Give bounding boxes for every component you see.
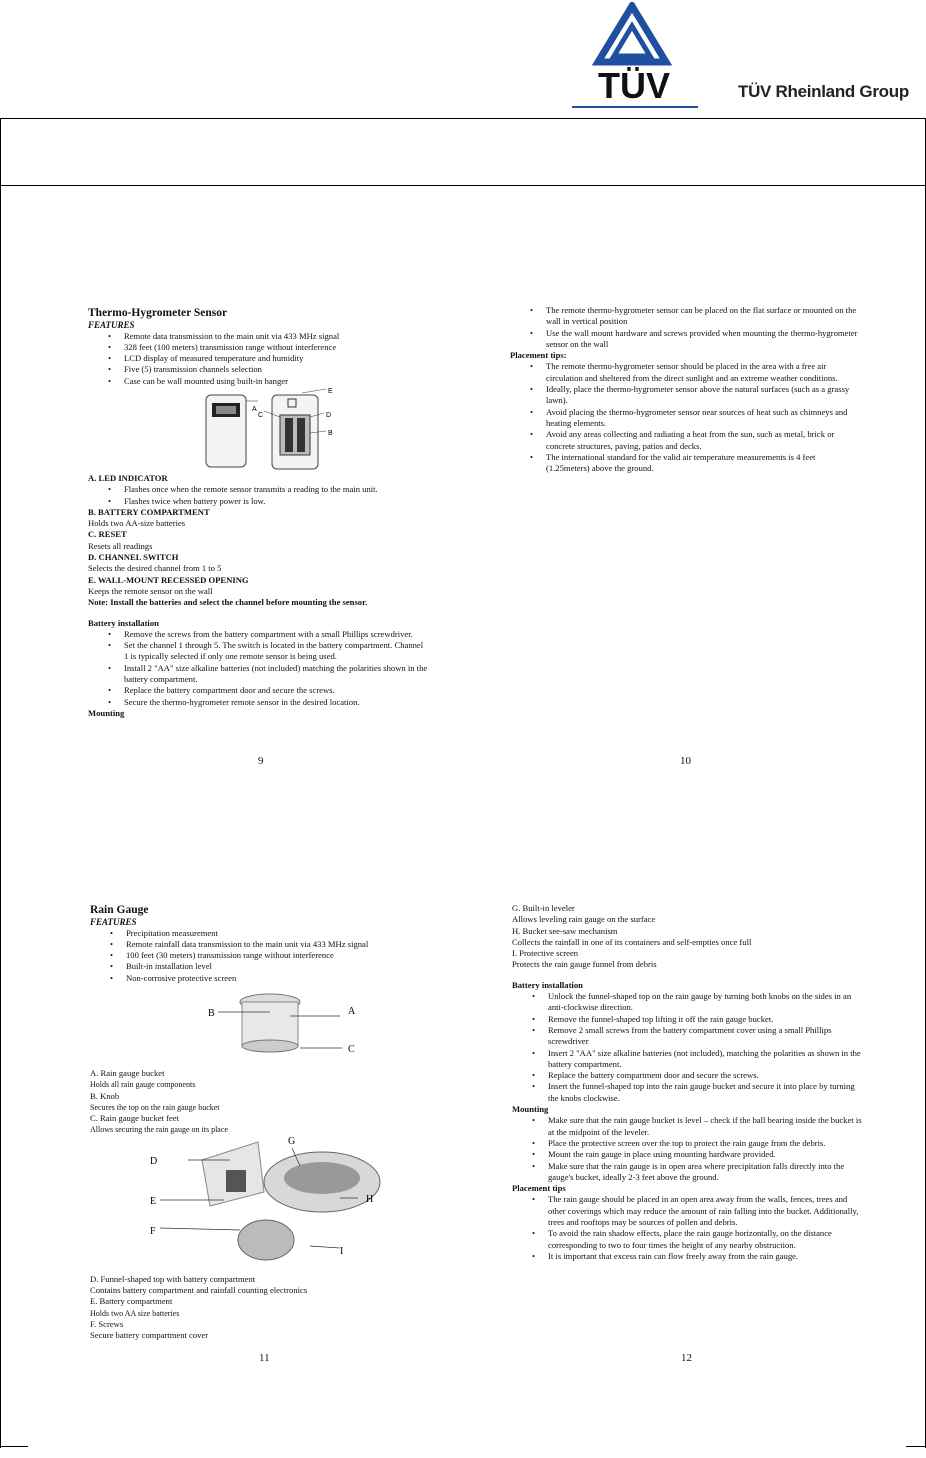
features-list [88, 331, 428, 387]
list-item: • Insert 2 "AA" size alkaline batteries (not included), matching the polarities as shown in the battery compartment. [512, 1048, 862, 1071]
diagram-label: A [252, 405, 257, 413]
list-item: • LCD display of measured temperature and humidity [88, 353, 428, 364]
item-label: B. Knob [90, 1090, 120, 1101]
frame-line [906, 1446, 926, 1447]
item-text: Collects the rainfall in one of its containers and self-empties once full [512, 936, 752, 947]
item-text: Contains battery compartment and rainfall counting electronics [90, 1285, 308, 1296]
diagram-label: I [340, 1245, 344, 1257]
item-text: Holds all rain gauge components [90, 1080, 196, 1090]
list-item: • 328 feet (100 meters) transmission range without interference [88, 342, 428, 353]
battery-list [88, 629, 428, 708]
list-item: • The remote thermo-hygrometer sensor can be placed on the flat surface or mounted on the wall in vertical position [510, 305, 860, 328]
logo-text: TÜV [598, 65, 670, 106]
frame-line [0, 1446, 28, 1447]
diagram-label: B [208, 1007, 215, 1019]
led-list [88, 484, 428, 507]
page-number: 12 [681, 1352, 692, 1364]
item-label: I. Protective screen [512, 948, 579, 959]
item-label: E. WALL-MOUNT RECESSED OPENING [88, 574, 249, 585]
item-text: Secure battery compartment cover [90, 1330, 209, 1341]
list-item: • The international standard for the valid air temperature measurements is 4 feet (1.25meters) above the ground. [510, 452, 860, 475]
item-label: H. Bucket see-saw mechanism [512, 925, 618, 936]
list-item: • Ideally, place the thermo-hygrometer sensor above the natural surfaces (such as a grassy lawn). [510, 384, 860, 407]
brand-name: TÜV Rheinland Group [738, 82, 909, 101]
mounting-list [512, 1115, 862, 1183]
list-item: • Built-in installation level [90, 961, 430, 972]
diagram-label: E [328, 387, 333, 395]
page-11 [90, 903, 430, 1342]
section-label: Placement tips: [510, 350, 567, 361]
page-number: 11 [259, 1352, 270, 1364]
placement-list [512, 1194, 862, 1262]
item-label: F. Screws [90, 1318, 124, 1329]
item-label: G. Built-in leveler [512, 903, 575, 913]
list-item: • Replace the battery compartment door and secure the screws. [88, 685, 428, 696]
item-text: Allows leveling rain gauge on the surface [512, 914, 656, 925]
list-item: • Make sure that the rain gauge bucket is level – check if the ball bearing inside the bucket is at the midpoint of the leveler. [512, 1115, 862, 1138]
section-title: Thermo-Hygrometer Sensor [88, 307, 228, 319]
section-label: Battery installation [512, 979, 583, 990]
item-text: Protects the rain gauge funnel from debris [512, 959, 657, 970]
item-label: C. Rain gauge bucket feet [90, 1113, 180, 1124]
diagram-label: C [348, 1043, 355, 1055]
diagram-label: F [150, 1225, 156, 1237]
list-item: • The rain gauge should be placed in an open area away from the walls, fences, trees and other coverings which may reduce the amount of rain falling into the bucket. Additionally, trees and rooftops may be sources of pollen and debris. [512, 1194, 862, 1228]
item-label: A. Rain gauge bucket [90, 1067, 165, 1078]
page-number: 10 [680, 755, 691, 767]
list-item: • Use the wall mount hardware and screws provided when mounting the thermo-hygrometer sensor on the wall [510, 328, 860, 351]
page-12 [512, 903, 862, 1262]
page-number: 9 [258, 755, 264, 767]
section-title: Rain Gauge [90, 904, 149, 916]
features-label: FEATURES [88, 320, 135, 330]
diagram-label: B [328, 429, 333, 437]
list-item: • The remote thermo-hygrometer sensor should be placed in the area with a free air circulation and sheltered from the direct sunlight and an extreme weather conditions. [510, 361, 860, 384]
list-item: • Set the channel 1 through 5. The switch is located in the battery compartment. Channel 1 is typically selected if only one remote sensor is being used. [88, 640, 428, 663]
list-item: • Precipitation measurement [90, 928, 430, 939]
list-item: • 100 feet (30 meters) transmission range without interference [90, 950, 430, 961]
sensor-diagram [88, 387, 428, 473]
list-item: • Non-corrosive protective screen [90, 973, 430, 984]
diagram-label: A [348, 1005, 356, 1017]
list-item: • Remove the funnel-shaped top lifting it off the rain gauge bucket. [512, 1014, 862, 1025]
rain-gauge-diagram [90, 984, 430, 1068]
list-item: • Secure the thermo-hygrometer remote sensor in the desired location. [88, 697, 428, 708]
item-text: Holds two AA-size batteries [88, 518, 186, 529]
item-text: Secures the top on the rain gauge bucket [90, 1102, 220, 1112]
list-item: • Case can be wall mounted using built-in hanger [88, 376, 428, 387]
list-item: • Remote data transmission to the main unit via 433 MHz signal [88, 331, 428, 342]
frame-line [0, 185, 926, 186]
list-item: • Place the protective screen over the top to protect the rain gauge from the debris. [512, 1138, 862, 1149]
section-label: Battery installation [88, 617, 159, 628]
item-text: Selects the desired channel from 1 to 5 [88, 563, 222, 574]
list-item: • Make sure that the rain gauge is in open area where precipitation falls directly into the gauge's bucket, ideally 2-3 feet above the ground. [512, 1161, 862, 1184]
features-label: FEATURES [90, 917, 137, 927]
item-label: C. RESET [88, 529, 127, 540]
rain-gauge-parts-diagram [90, 1136, 430, 1274]
frame-line [0, 118, 1, 1448]
list-item: • Flashes once when the remote sensor transmits a reading to the main unit. [88, 484, 428, 495]
diagram-label: G [288, 1135, 296, 1147]
tuv-triangle-icon [570, 2, 700, 112]
list-item: • Remote rainfall data transmission to the main unit via 433 MHz signal [90, 939, 430, 950]
list-item: • Avoid placing the thermo-hygrometer sensor near sources of heat such as chimneys and heating elements. [510, 407, 860, 430]
item-label: B. BATTERY COMPARTMENT [88, 506, 210, 517]
item-text: Resets all readings [88, 540, 153, 551]
note: Note: Install the batteries and select the channel before mounting the sensor. [88, 597, 368, 608]
tuv-logo [570, 2, 700, 112]
sensor-illustration-icon [88, 387, 428, 473]
section-label: Mounting [88, 707, 125, 718]
mount-list [510, 305, 860, 350]
item-label: D. Funnel-shaped top with battery compartment [90, 1273, 256, 1284]
rain-gauge-illustration-icon [90, 984, 430, 1068]
list-item: • Remove the screws from the battery compartment with a small Phillips screwdriver. [88, 629, 428, 640]
diagram-label: D [150, 1155, 158, 1167]
item-label: A. LED INDICATOR [88, 472, 168, 483]
diagram-label: H [366, 1193, 374, 1205]
list-item: • Flashes twice when battery power is low. [88, 496, 428, 507]
placement-list [510, 361, 860, 474]
item-text: Holds two AA size batteries [90, 1308, 180, 1318]
diagram-label: E [150, 1195, 157, 1207]
diagram-label: C [258, 411, 264, 419]
list-item: • Five (5) transmission channels selection [88, 364, 428, 375]
section-label: Mounting [512, 1104, 549, 1115]
list-item: • It is important that excess rain can flow freely away from the rain gauge. [512, 1251, 862, 1262]
item-text: Keeps the remote sensor on the wall [88, 585, 213, 596]
list-item: • Unlock the funnel-shaped top on the rain gauge by turning both knobs on the sides in an anti-clockwise direction. [512, 991, 862, 1014]
item-label: D. CHANNEL SWITCH [88, 552, 179, 563]
diagram-label: D [326, 411, 332, 419]
rain-gauge-parts-icon [90, 1136, 430, 1274]
page-9 [88, 306, 428, 719]
list-item: • Replace the battery compartment door and secure the screws. [512, 1070, 862, 1081]
battery-list [512, 991, 862, 1104]
list-item: • Insert the funnel-shaped top into the rain gauge bucket and secure it into place by turning the knobs clockwise. [512, 1081, 862, 1104]
section-label: Placement tips [512, 1183, 566, 1194]
item-label: E. Battery compartment [90, 1296, 173, 1307]
page-10 [510, 305, 860, 474]
list-item: • Mount the rain gauge in place using mounting hardware provided. [512, 1149, 862, 1160]
item-text: Allows securing the rain gauge on its place [90, 1125, 228, 1135]
list-item: • Remove 2 small screws from the battery compartment cover using a small Phillips screwdriver [512, 1025, 862, 1048]
list-item: • Install 2 "AA" size alkaline batteries (not included) matching the polarities shown in the battery compartment. [88, 663, 428, 686]
list-item: • To avoid the rain shadow effects, place the rain gauge horizontally, on the distance corresponding to two to four times the height of any nearby obstruction. [512, 1228, 862, 1251]
list-item: • Avoid any areas collecting and radiating a heat from the sun, such as metal, brick or concrete structures, paving, patios and decks. [510, 429, 860, 452]
features-list [90, 928, 430, 984]
frame-line [0, 118, 926, 119]
